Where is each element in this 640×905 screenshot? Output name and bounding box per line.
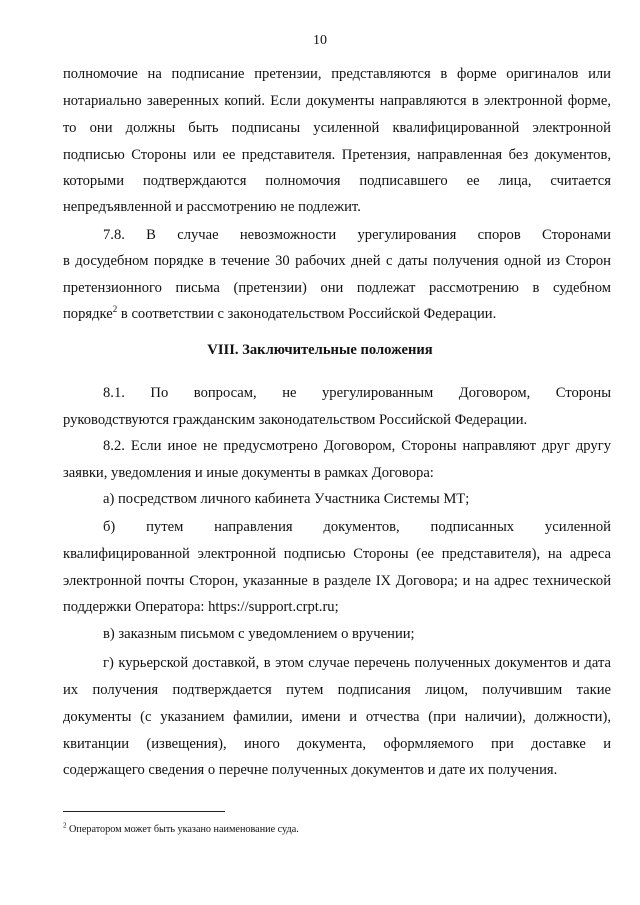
text-line: их получения подтверждается путем подписания лицом, получившим такие bbox=[63, 682, 611, 698]
text-line: квитанции (извещения), иного документа, оформляемого при доставке и bbox=[63, 736, 611, 752]
text-line: г) курьерской доставкой, в этом случае перечень полученных документов и дата bbox=[103, 655, 611, 671]
text-line: полномочие на подписание претензии, представляются в форме оригиналов или bbox=[63, 66, 611, 82]
text-line: претензионного письма (претензии) они подлежат рассмотрению в судебном bbox=[63, 280, 611, 296]
text-line: 8.1. По вопросам, не урегулированным Договором, Стороны bbox=[103, 385, 611, 401]
text-line: непредъявленной и рассмотрению не подлежит. bbox=[63, 199, 361, 215]
text-line: содержащего сведения о перечне полученных документов и дате их получения. bbox=[63, 762, 558, 778]
text-line: 8.2. Если иное не предусмотрено Договором, Стороны направляют друг другу bbox=[103, 438, 611, 454]
text-line: поддержки Оператора: https://support.crpt.ru; bbox=[63, 599, 339, 615]
footnote bbox=[63, 823, 299, 836]
list-item-a: а) посредством личного кабинета Участника Системы МТ; bbox=[103, 491, 470, 507]
text-line: подписью Стороны или ее представителя. Претензия, направленная без документов, bbox=[63, 147, 611, 163]
list-item-v: в) заказным письмом с уведомлением о вручении; bbox=[103, 626, 415, 642]
text-line: заявки, уведомления и иные документы в рамках Договора: bbox=[63, 465, 434, 481]
text-line: нотариально заверенных копий. Если документы направляются в электронной форме, bbox=[63, 93, 611, 109]
page-number: 10 bbox=[313, 33, 327, 48]
text-line: руководствуются гражданским законодательством Российской Федерации. bbox=[63, 412, 528, 428]
text-line: документы (с указанием фамилии, имени и отчества (при наличии), должности), bbox=[63, 709, 611, 725]
text-line bbox=[63, 305, 611, 323]
text-line: электронной почты Сторон, указанные в разделе IX Договора; и на адрес технической bbox=[63, 573, 611, 589]
text-line: которыми подтверждаются полномочия подписавшего ее лица, считается bbox=[63, 173, 611, 189]
text-fragment: порядке bbox=[63, 306, 113, 322]
footnote-separator bbox=[63, 811, 225, 812]
footnote-text: Оператором может быть указано наименование суда. bbox=[66, 824, 299, 835]
text-line: то они должны быть подписаны усиленной квалифицированной электронной bbox=[63, 120, 611, 136]
text-line: б) путем направления документов, подписанных усиленной bbox=[103, 519, 611, 535]
text-line: в досудебном порядке в течение 30 рабочих дней с даты получения одной из Сторон bbox=[63, 253, 611, 269]
footnote-reference[interactable]: 2 bbox=[112, 304, 118, 315]
text-line: квалифицированной электронной подписью Стороны (ее представителя), на адреса bbox=[63, 546, 611, 562]
section-heading: VIII. Заключительные положения bbox=[207, 342, 433, 358]
text-line: 7.8. В случае невозможности урегулирования споров Сторонами bbox=[103, 227, 611, 243]
footnote-marker: 2 bbox=[63, 821, 67, 830]
text-fragment: в соответствии с законодательством Российской Федерации. bbox=[117, 306, 497, 322]
